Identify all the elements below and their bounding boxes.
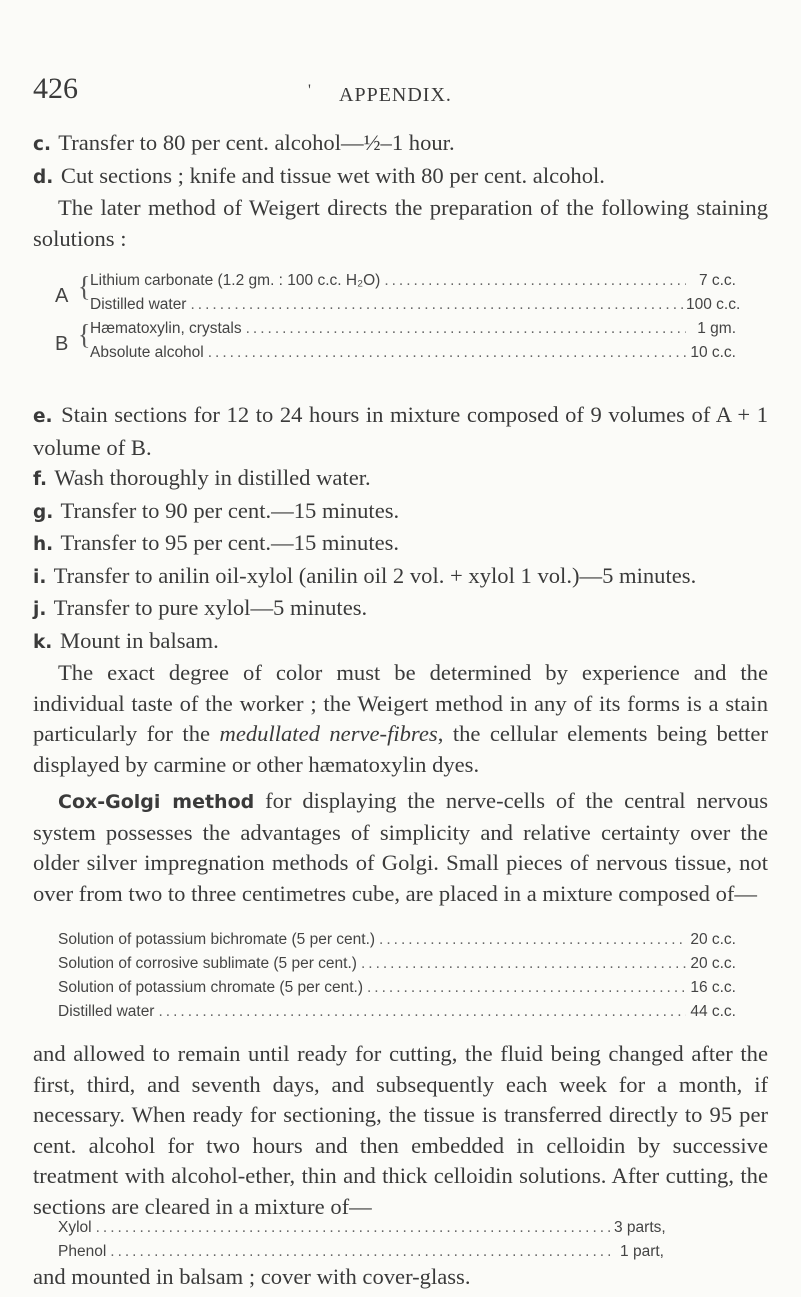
step-letter: g. — [33, 501, 54, 523]
step-d — [33, 161, 768, 194]
group-label-b: B — [55, 333, 69, 355]
cox-golgi-section — [33, 786, 768, 909]
recipe-label: Distilled water — [58, 1003, 155, 1020]
header-mark: ' — [308, 82, 311, 99]
step-text: Transfer to 95 per cent.—15 minutes. — [55, 530, 400, 555]
recipe-row — [58, 955, 736, 979]
step-text: Transfer to 80 per cent. alcohol—½–1 hour. — [53, 130, 455, 155]
steps-c-d — [33, 128, 768, 254]
steps-e-k — [33, 400, 768, 780]
recipe-row — [90, 272, 736, 296]
recipe-row — [58, 979, 736, 1003]
step-letter: i. — [33, 566, 47, 588]
step-j — [33, 593, 768, 626]
leader-dots — [154, 1003, 686, 1021]
step-e — [33, 400, 768, 463]
recipe-row — [58, 931, 736, 955]
recipe-amount: 16 c.c. — [690, 979, 736, 996]
leader-dots — [204, 344, 686, 362]
recipe-label: Distilled water — [90, 296, 187, 313]
recipe-xylol-phenol — [58, 1219, 664, 1267]
page-number: 426 — [33, 72, 78, 105]
brace-b: { — [78, 318, 91, 351]
leader-dots — [375, 931, 686, 949]
step-h — [33, 528, 768, 561]
recipe-amount: 20 c.c. — [690, 931, 736, 948]
step-text: Cut sections ; knife and tissue wet with 80 per cent. alcohol. — [55, 162, 605, 188]
step-letter: h. — [33, 534, 54, 555]
step-f — [33, 463, 768, 496]
step-text: Stain sections for 12 to 24 hours in mixture composed of 9 volumes of A + 1 volume of B. — [33, 402, 768, 460]
recipe-row — [58, 1219, 664, 1243]
step-i — [33, 561, 768, 594]
recipe-amount: 44 c.c. — [690, 1003, 736, 1020]
recipe-amount: 1 part, — [620, 1243, 664, 1260]
leader-dots — [186, 296, 686, 314]
step-text: Transfer to 90 per cent.—15 minutes. — [55, 497, 400, 523]
step-text: Wash thoroughly in distilled water. — [49, 465, 371, 490]
allowed-section — [33, 1039, 768, 1222]
running-head: APPENDIX. — [339, 84, 452, 106]
group-label-a: A — [55, 285, 69, 307]
paragraph-degree — [33, 658, 768, 780]
step-letter: d. — [33, 166, 54, 188]
leader-dots — [357, 955, 686, 973]
recipe-amount: 3 parts, — [614, 1219, 666, 1236]
recipe-label: Absolute alcohol — [90, 344, 204, 361]
recipe-label: Phenol — [58, 1243, 107, 1260]
recipe-row — [90, 344, 736, 368]
text-run: , the cellular elements being better displayed by carmine or other hæmatoxylin dyes. — [33, 721, 768, 777]
paragraph-allowed: and allowed to remain until ready for cutting, the fluid being changed after the first, third, and seventh days, and subsequently each week for a month, if necessary. When ready for sectioning, the tissue is transferred directly to 95 per cent. alcohol for two hours and then embedded in celloidin by successive treatment with alcohol-ether, thin and thick celloidin solutions. After cutting, the sections are cleared in a mixture of— — [33, 1041, 768, 1219]
final-section — [33, 1262, 768, 1293]
step-letter: f. — [33, 469, 48, 490]
italic-term: medullated nerve-fibres — [219, 721, 438, 746]
recipe-row — [90, 296, 741, 320]
paragraph-final: and mounted in balsam ; cover with cover-glass. — [33, 1264, 471, 1289]
step-letter: e. — [33, 406, 53, 427]
leader-dots — [106, 1243, 614, 1261]
recipe-label: Solution of corrosive sublimate (5 per cent.) — [58, 955, 357, 972]
recipe-amount: 20 c.c. — [690, 955, 736, 972]
step-k — [33, 626, 768, 659]
step-text: Mount in balsam. — [54, 627, 219, 653]
brace-a: { — [78, 270, 91, 303]
step-text: Transfer to anilin oil-xylol (anilin oil 2 vol. + xylol 1 vol.)—5 minutes. — [48, 562, 697, 588]
recipe-row — [90, 320, 736, 344]
recipe-row — [58, 1003, 736, 1027]
recipe-amount: 100 c.c. — [686, 296, 741, 313]
recipe-label: Lithium carbonate (1.2 gm. : 100 c.c. H₂O) — [90, 272, 381, 289]
recipe-label: Solution of potassium chromate (5 per cent.) — [58, 979, 363, 996]
recipe-amount: 1 gm. — [697, 320, 736, 337]
paragraph-weigert: The later method of Weigert directs the preparation of the following staining solutions : — [33, 195, 768, 251]
leader-dots — [363, 979, 686, 997]
recipe-amount: 7 c.c. — [698, 272, 736, 289]
text-run: for displaying the nerve-cells of the central nervous system possesses the advantages of simplicity and relative certainty over the older silver impregnation methods of Golgi. Small pieces of nervous tissue, not over from two to three centimetres cube, are placed in a mixture composed of— — [33, 788, 768, 906]
step-c — [33, 128, 768, 161]
recipe-label: Hæmatoxylin, crystals — [90, 320, 242, 337]
recipe-label: Xylol — [58, 1219, 92, 1236]
step-letter: k. — [33, 631, 53, 653]
recipe-ab — [90, 272, 741, 368]
paragraph-cox-golgi — [33, 786, 768, 909]
step-g — [33, 496, 768, 529]
step-text: Transfer to pure xylol—5 minutes. — [48, 595, 368, 620]
text-run: The exact degree of color must be determined by experience and the individual taste of the worker ; the Weigert method in any of its forms is a stain particularly for the — [33, 660, 768, 746]
step-letter: j. — [33, 599, 47, 620]
leader-dots — [92, 1219, 614, 1237]
recipe-amount: 10 c.c. — [690, 344, 736, 361]
leader-dots — [380, 272, 686, 290]
method-heading: Cox-Golgi method — [58, 791, 255, 813]
leader-dots — [242, 320, 686, 338]
recipe-cox-golgi — [58, 931, 736, 1027]
step-letter: c. — [33, 134, 51, 155]
recipe-label: Solution of potassium bichromate (5 per cent.) — [58, 931, 376, 948]
